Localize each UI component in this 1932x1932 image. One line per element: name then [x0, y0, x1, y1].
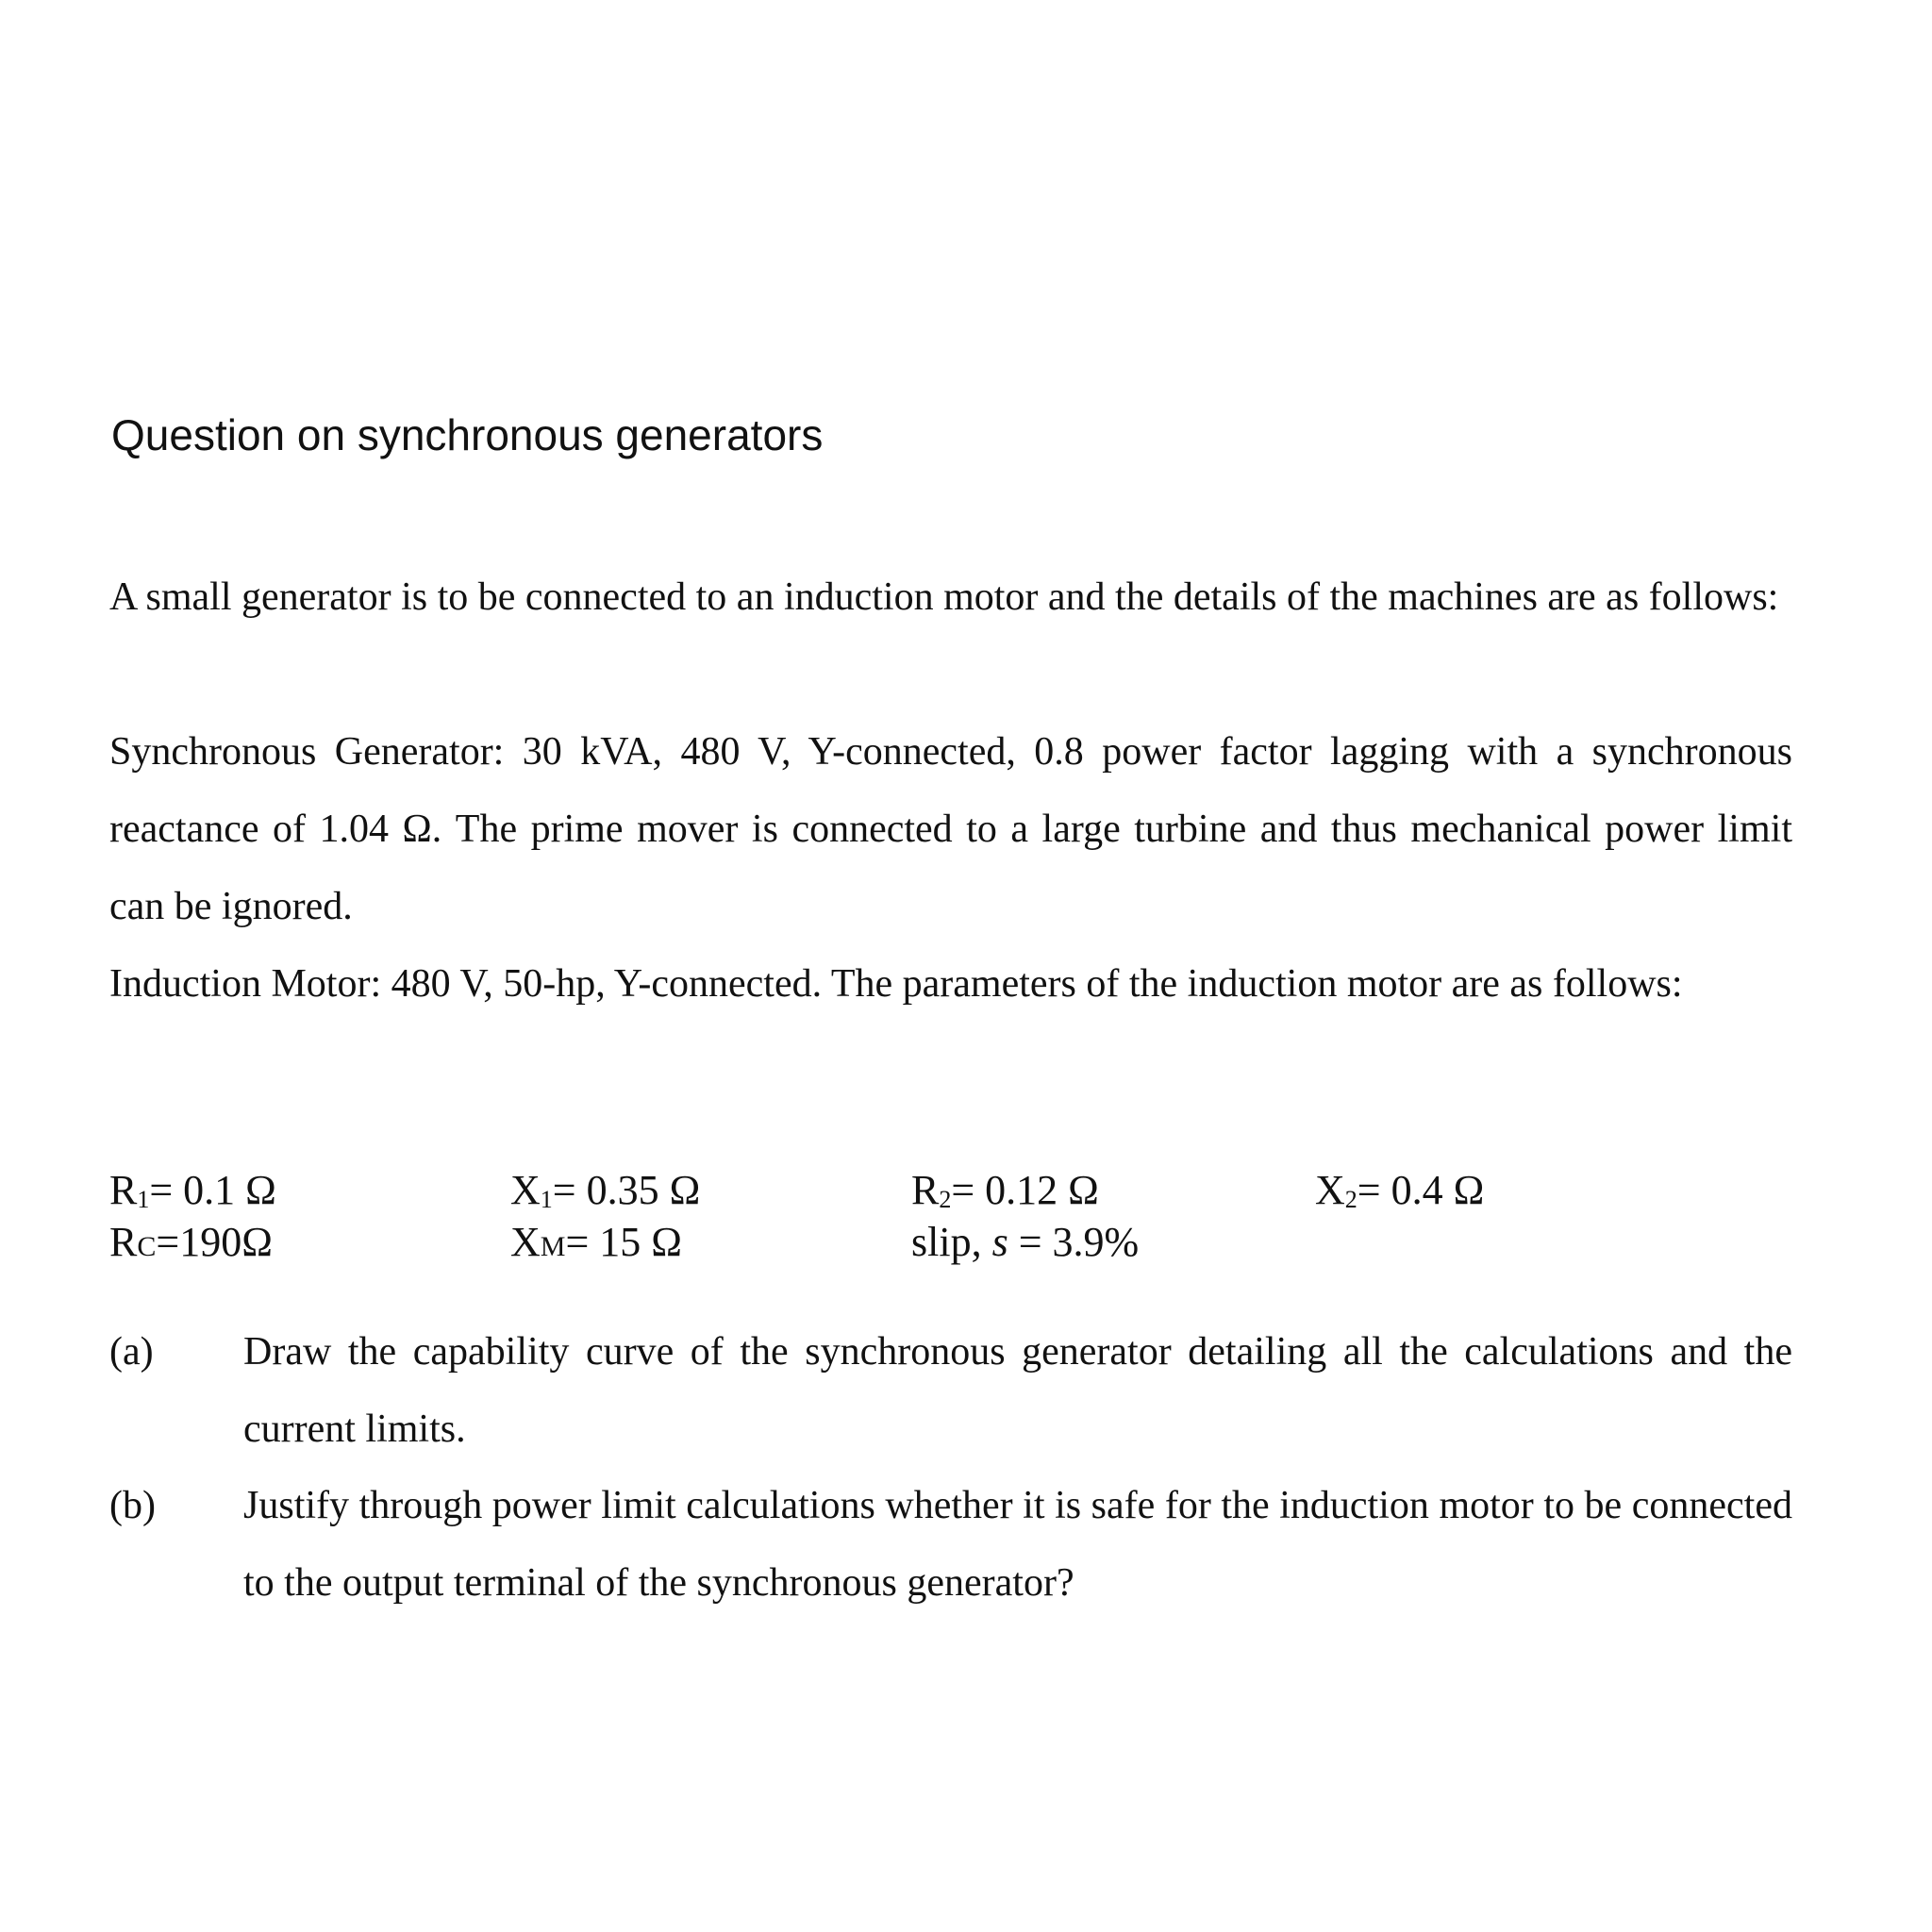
param-symbol: X [510, 1167, 541, 1213]
param-symbol: s [991, 1219, 1008, 1265]
param-value: = 0.35 Ω [552, 1167, 701, 1213]
param-value: = 3.9% [1008, 1219, 1140, 1265]
question-text: Justify through power limit calculations whether it is safe for the induction motor to be connected to the output terminal of the synchronous generator? [243, 1484, 1792, 1605]
param-symbol: R [911, 1167, 940, 1213]
param-slip [911, 1219, 1140, 1265]
param-xm [510, 1219, 682, 1265]
param-subscript: 1 [540, 1186, 553, 1213]
param-x2 [1315, 1167, 1485, 1213]
param-subscript: 2 [1344, 1186, 1357, 1213]
generator-spec-paragraph: Synchronous Generator: 30 kVA, 480 V, Y-connected, 0.8 power factor lagging with a synchronous reactance of 1.04 Ω. The prime mover is connected to a large turbine and thus mechanical power limit can be ignored. [109, 730, 1792, 928]
intro-paragraph: A small generator is to be connected to an induction motor and the details of the machines are as follows: [109, 575, 1779, 619]
motor-spec-paragraph: Induction Motor: 480 V, 50-hp, Y-connected. The parameters of the induction motor are as follows: [109, 962, 1683, 1006]
param-value: = 0.4 Ω [1357, 1167, 1485, 1213]
param-symbol: R [109, 1167, 138, 1213]
param-symbol: R [109, 1219, 138, 1265]
question-text: Draw the capability curve of the synchronous generator detailing all the calculations and the current limits. [243, 1330, 1792, 1451]
param-rc [109, 1219, 273, 1265]
param-value: = 15 Ω [565, 1219, 682, 1265]
param-subscript: 2 [939, 1186, 952, 1213]
param-r1 [109, 1167, 276, 1213]
param-subscript: M [540, 1231, 566, 1262]
page-title: Question on synchronous generators [111, 410, 824, 459]
param-x1 [510, 1167, 701, 1213]
param-value: = 0.12 Ω [951, 1167, 1099, 1213]
question-label: (a) [109, 1330, 154, 1374]
param-r2 [911, 1167, 1099, 1213]
param-value: =190Ω [156, 1219, 273, 1265]
param-value: = 0.1 Ω [149, 1167, 276, 1213]
param-subscript: C [137, 1231, 157, 1262]
param-symbol: X [510, 1219, 541, 1265]
question-label: (b) [109, 1484, 156, 1527]
param-prefix: slip, [911, 1219, 992, 1265]
param-subscript: 1 [137, 1186, 150, 1213]
param-symbol: X [1315, 1167, 1345, 1213]
